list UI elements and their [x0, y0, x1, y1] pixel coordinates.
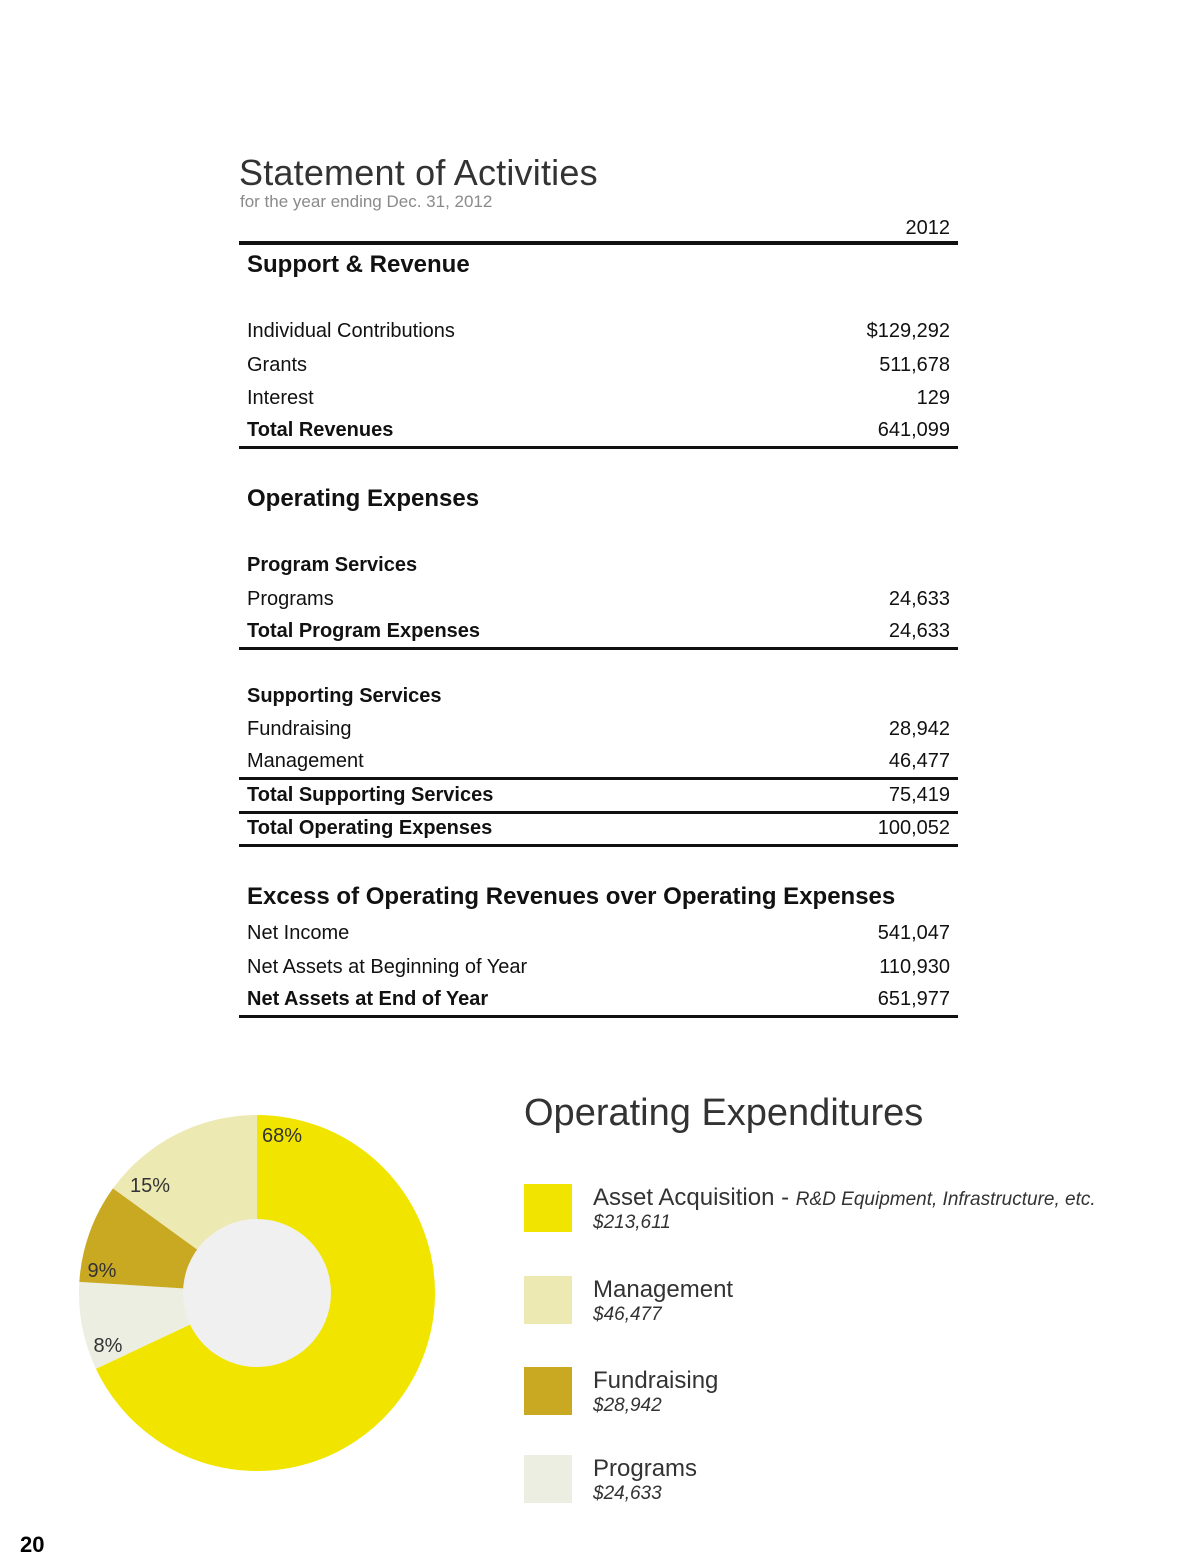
table-row [239, 951, 958, 985]
row-label: Programs [247, 587, 334, 610]
legend-amount: $24,633 [593, 1483, 662, 1504]
legend-swatch [524, 1184, 572, 1232]
legend-label-text: Management [593, 1276, 734, 1303]
page-number: 20 [20, 1532, 45, 1557]
row-value: 641,099 [877, 419, 950, 442]
table-row [239, 917, 958, 951]
section-title: Support & Revenue [247, 251, 470, 278]
legend-description: R&D Equipment, Infrastructure, etc. [795, 1189, 1096, 1210]
row-value: 46,477 [888, 750, 950, 773]
table-row [239, 747, 958, 781]
total-supporting-services-row [239, 780, 958, 814]
excess-heading [239, 877, 958, 917]
total-revenues-row [239, 416, 958, 450]
row-value: 541,047 [877, 922, 950, 945]
row-label: Individual Contributions [247, 320, 455, 343]
total-operating-expenses-row [239, 814, 958, 848]
row-label: Net Income [247, 922, 350, 945]
page-subtitle: for the year ending Dec. 31, 2012 [240, 192, 493, 211]
table-row [239, 583, 958, 617]
row-label: Total Revenues [247, 419, 394, 442]
program-services-heading [239, 549, 958, 583]
table-row [239, 315, 958, 349]
legend-amount: $46,477 [593, 1304, 662, 1325]
operating-expenses-heading [239, 479, 958, 519]
legend-amount: $213,611 [593, 1212, 671, 1233]
legend-label [593, 1184, 1096, 1212]
statement-table [239, 214, 958, 1018]
page-title: Statement of Activities [239, 152, 598, 193]
row-label: Total Operating Expenses [247, 817, 493, 840]
support-revenue-heading [239, 245, 958, 285]
row-label: Net Assets at Beginning of Year [247, 955, 528, 978]
legend-label-text: Fundraising [593, 1367, 719, 1394]
row-value: 129 [916, 387, 950, 410]
legend-label-text: Programs [593, 1455, 698, 1482]
subsection-title: Supporting Services [247, 684, 442, 707]
row-value: 24,633 [888, 619, 950, 642]
row-value: $129,292 [866, 320, 950, 343]
legend-separator: - [774, 1184, 796, 1211]
legend-label-text: Asset Acquisition [593, 1184, 775, 1211]
row-value: 75,419 [888, 783, 950, 806]
pie-label: 8% [93, 1335, 123, 1357]
row-value: 100,052 [877, 817, 950, 840]
net-assets-end-row [239, 984, 958, 1018]
total-program-expenses-row [239, 616, 958, 650]
expenditures-title: Operating Expenditures [524, 1092, 924, 1134]
year-label: 2012 [905, 217, 950, 239]
row-value: 651,977 [877, 987, 950, 1010]
legend-swatch [524, 1367, 572, 1415]
subsection-title: Program Services [247, 554, 418, 577]
legend-amount: $28,942 [593, 1395, 662, 1416]
pie-label: 9% [87, 1260, 117, 1282]
table-row [239, 382, 958, 416]
row-label: Interest [247, 387, 314, 410]
year-column-header [239, 214, 958, 245]
legend-swatch [524, 1455, 572, 1503]
row-label: Total Program Expenses [247, 619, 481, 642]
table-row [239, 713, 958, 747]
supporting-services-heading [239, 680, 958, 714]
legend-label [593, 1367, 718, 1395]
legend-label [593, 1276, 733, 1304]
row-value: 110,930 [879, 955, 950, 978]
row-value: 28,942 [888, 718, 950, 741]
row-label: Fundraising [247, 718, 352, 741]
pie-label: 68% [261, 1125, 303, 1147]
expenditures-donut-chart [60, 1100, 460, 1480]
donut-hole [183, 1219, 331, 1367]
pie-label: 15% [129, 1175, 171, 1197]
table-row [239, 349, 958, 383]
section-title: Excess of Operating Revenues over Operating Expenses [247, 883, 896, 910]
row-value: 24,633 [888, 587, 950, 610]
legend-swatch [524, 1276, 572, 1324]
row-label: Net Assets at End of Year [247, 987, 489, 1010]
row-value: 511,678 [879, 353, 950, 376]
legend-label [593, 1455, 697, 1483]
section-title: Operating Expenses [247, 485, 480, 512]
row-label: Total Supporting Services [247, 783, 494, 806]
row-label: Grants [247, 353, 308, 376]
row-label: Management [247, 750, 364, 773]
